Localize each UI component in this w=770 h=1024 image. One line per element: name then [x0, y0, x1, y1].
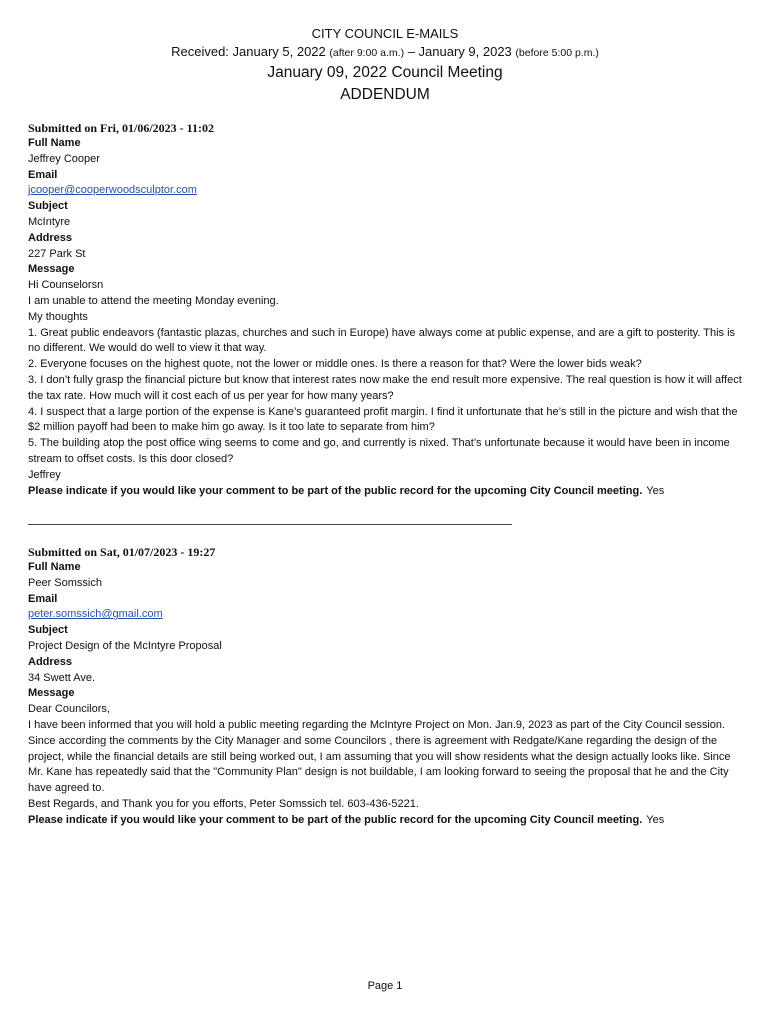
message-line: 4. I suspect that a large portion of the expense is Kane’s guaranteed profit margin. I find it unfortunate that he’s still in the picture and wish that the $2 million payoff had been to make him go away. Is it too late to separate from him?: [28, 405, 738, 434]
message-line: 3. I don’t fully grasp the financial picture but know that interest rates now make the end result more expensive. The real question is how it will affect the tax rate. How much will it cost each of us per year for how many years?: [28, 373, 742, 402]
message-label: Message: [28, 687, 75, 700]
public-record-question: Please indicate if you would like your comment to be part of the public record for the upcoming City Council meeting.: [28, 484, 643, 497]
public-record-row: [28, 813, 748, 829]
subject-value: McIntyre: [28, 215, 71, 228]
full-name-value: Jeffrey Cooper: [28, 152, 100, 165]
message-line: Best Regards, and Thank you for you efforts, Peter Somssich tel. 603-436-5221.: [28, 797, 419, 810]
address-label: Address: [28, 231, 73, 244]
received-end-time: (before 5:00 p.m.): [515, 47, 599, 59]
full-name-value: Peer Somssich: [28, 576, 102, 589]
public-record-answer: Yes: [646, 484, 665, 497]
message-line: Jeffrey: [28, 468, 61, 481]
public-record-row: [28, 484, 748, 500]
message-line: 2. Everyone focuses on the highest quote, not the lower or middle ones. Is there a reason for that? Were the lower bids weak?: [28, 358, 642, 371]
full-name-label: Full Name: [28, 561, 81, 573]
email-entry: [28, 544, 748, 829]
email-label: Email: [28, 592, 58, 605]
received-end: – January 9, 2023: [404, 44, 516, 59]
subject-label: Subject: [28, 200, 68, 213]
document-header: [0, 25, 770, 106]
header-meeting: January 09, 2022 Council Meeting: [267, 64, 503, 81]
full-name-label: Full Name: [28, 137, 81, 149]
submitted-date: Submitted on Sat, 01/07/2023 - 19:27: [28, 545, 216, 559]
submitted-date: Submitted on Fri, 01/06/2023 - 11:02: [28, 121, 215, 135]
public-record-question: Please indicate if you would like your comment to be part of the public record for the upcoming City Council meeting.: [28, 813, 643, 826]
address-label: Address: [28, 655, 73, 668]
subject-value: Project Design of the McIntyre Proposal: [28, 639, 222, 652]
entry-separator: [28, 524, 512, 525]
header-addendum: ADDENDUM: [340, 86, 430, 103]
address-value: 34 Swett Ave.: [28, 671, 96, 684]
received-start: Received: January 5, 2022: [171, 44, 330, 59]
message-line: I have been informed that you will hold a public meeting regarding the McIntyre Project on Mon. Jan.9, 2023 as part of the City Council session. Since according the comments by the City Manager and some Councilors , there is agreement with Redgate/Kane regarding the design of the project, while the financial details are still being worked out, I am assuming that you will show residents what the design actually looks like. Since Mr. Kane has repeatedly said that the "Community Plan" design is not buildable, I am looking forward to seeing the proposal that he and the City have agreed to.: [28, 718, 731, 795]
received-start-time: (after 9:00 a.m.): [329, 47, 405, 59]
message-line: I am unable to attend the meeting Monday evening.: [28, 294, 279, 307]
message-line: 5. The building atop the post office wing seems to come and go, and currently is nixed. That’s unfortunate because it would have been in income stream to offset costs. Is this door closed?: [28, 437, 730, 465]
header-title: CITY COUNCIL E-MAILS: [311, 26, 459, 41]
message-line: Hi Counselorsn: [28, 279, 104, 292]
message-line: 1. Great public endeavors (fantastic plazas, churches and such in Europe) have always come at public expense, and are a gift to posterity. This is no different. We would do well to view it that way.: [28, 326, 736, 355]
email-entry: [28, 120, 748, 499]
header-received-range: [0, 43, 770, 62]
message-line: My thoughts: [28, 310, 88, 323]
page-number: Page 1: [367, 980, 403, 992]
address-value: 227 Park St: [28, 247, 86, 260]
public-record-answer: Yes: [646, 813, 665, 826]
message-line: Dear Councilors,: [28, 703, 110, 716]
email-link[interactable]: jcooper@cooperwoodsculptor.com: [28, 184, 197, 197]
email-label: Email: [28, 168, 58, 181]
email-link[interactable]: peter.somssich@gmail.com: [28, 608, 163, 621]
message-label: Message: [28, 263, 75, 276]
subject-label: Subject: [28, 624, 68, 637]
